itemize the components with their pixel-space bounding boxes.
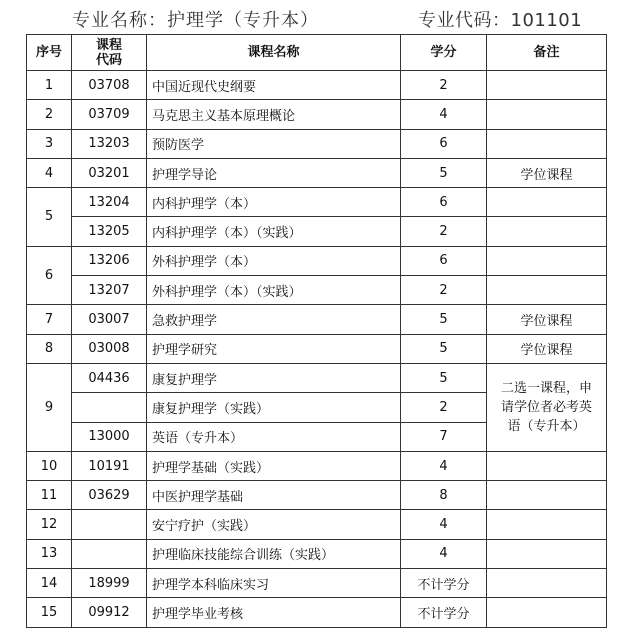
credit-cell: 5 [401,305,487,334]
note-cell: 学位课程 [487,334,607,363]
credit-cell: 5 [401,158,487,187]
credit-cell: 6 [401,188,487,217]
table-row [27,129,607,158]
name-cell: 护理学研究 [147,334,401,363]
seq-cell: 3 [27,129,72,158]
seq-cell: 15 [27,598,72,627]
seq-cell: 1 [27,71,72,100]
name-cell: 中国近现代史纲要 [147,71,401,100]
seq-cell: 6 [27,246,72,305]
table-row [27,246,607,275]
note-cell [487,276,607,305]
credit-cell: 5 [401,363,487,392]
code-cell: 04436 [72,363,147,392]
note-cell [487,217,607,246]
credit-cell: 7 [401,422,487,451]
name-cell: 外科护理学（本） [147,246,401,275]
credit-cell: 不计学分 [401,569,487,598]
table-row [27,158,607,187]
credit-cell: 6 [401,246,487,275]
credit-cell: 2 [401,393,487,422]
code-cell: 10191 [72,451,147,480]
table-row [27,100,607,129]
credit-cell: 5 [401,334,487,363]
note-cell [487,129,607,158]
table-row [27,598,607,627]
note-cell [487,451,607,480]
table-header-row [27,35,607,71]
note-cell: 学位课程 [487,158,607,187]
col-header-note: 备注 [487,35,607,71]
code-cell: 03201 [72,158,147,187]
note-cell [487,598,607,627]
credit-cell: 6 [401,129,487,158]
code-cell: 03007 [72,305,147,334]
code-cell: 13203 [72,129,147,158]
name-cell: 护理学基础（实践） [147,451,401,480]
table-row [27,217,607,246]
note-cell [487,71,607,100]
col-header-credit: 学分 [401,35,487,71]
table-row [27,539,607,568]
name-cell: 英语（专升本） [147,422,401,451]
name-cell: 康复护理学（实践） [147,393,401,422]
name-cell: 外科护理学（本）（实践） [147,276,401,305]
table-row [27,363,607,392]
code-cell: 13207 [72,276,147,305]
name-cell: 护理学毕业考核 [147,598,401,627]
note-cell-elective: 二选一课程，申请学位者必考英语（专升本） [487,363,607,451]
seq-cell: 9 [27,363,72,451]
credit-cell: 2 [401,71,487,100]
code-cell: 03708 [72,71,147,100]
note-cell [487,569,607,598]
credit-cell: 2 [401,276,487,305]
code-cell: 13000 [72,422,147,451]
seq-cell: 12 [27,510,72,539]
name-cell: 急救护理学 [147,305,401,334]
credit-cell: 4 [401,100,487,129]
note-cell [487,100,607,129]
seq-cell: 5 [27,188,72,247]
credit-cell: 4 [401,510,487,539]
code-cell: 13204 [72,188,147,217]
name-cell: 护理临床技能综合训练（实践） [147,539,401,568]
note-cell [487,246,607,275]
col-header-code-line2: 代码 [95,52,122,68]
code-cell: 03629 [72,481,147,510]
name-cell: 中医护理学基础 [147,481,401,510]
col-header-code [72,35,147,71]
name-cell: 内科护理学（本）（实践） [147,217,401,246]
credit-cell: 不计学分 [401,598,487,627]
course-table [26,34,607,628]
seq-cell: 7 [27,305,72,334]
code-cell: 13205 [72,217,147,246]
seq-cell: 4 [27,158,72,187]
code-cell [72,539,147,568]
table-row [27,510,607,539]
seq-cell: 10 [27,451,72,480]
seq-cell: 11 [27,481,72,510]
seq-cell: 2 [27,100,72,129]
col-header-name: 课程名称 [147,35,401,71]
table-row [27,305,607,334]
code-cell [72,510,147,539]
table-row [27,276,607,305]
seq-cell: 8 [27,334,72,363]
seq-cell: 13 [27,539,72,568]
note-cell: 学位课程 [487,305,607,334]
name-cell: 护理学本科临床实习 [147,569,401,598]
name-cell: 安宁疗护（实践） [147,510,401,539]
table-row [27,481,607,510]
credit-cell: 8 [401,481,487,510]
code-cell: 13206 [72,246,147,275]
table-row [27,188,607,217]
credit-cell: 2 [401,217,487,246]
credit-cell: 4 [401,451,487,480]
major-name-heading: 专业名称：护理学（专升本） [72,10,319,31]
code-cell: 03008 [72,334,147,363]
name-cell: 马克思主义基本原理概论 [147,100,401,129]
note-cell [487,481,607,510]
name-cell: 康复护理学 [147,363,401,392]
code-cell: 09912 [72,598,147,627]
code-cell: 03709 [72,100,147,129]
note-cell [487,510,607,539]
table-row [27,334,607,363]
table-row [27,71,607,100]
credit-cell: 4 [401,539,487,568]
note-cell [487,539,607,568]
col-header-seq: 序号 [27,35,72,71]
table-row [27,569,607,598]
name-cell: 护理学导论 [147,158,401,187]
col-header-code-line1: 课程 [95,37,122,53]
code-cell [72,393,147,422]
seq-cell: 14 [27,569,72,598]
table-row [27,451,607,480]
note-cell [487,188,607,217]
name-cell: 预防医学 [147,129,401,158]
code-cell: 18999 [72,569,147,598]
major-code-heading: 专业代码：101101 [418,10,583,31]
name-cell: 内科护理学（本） [147,188,401,217]
